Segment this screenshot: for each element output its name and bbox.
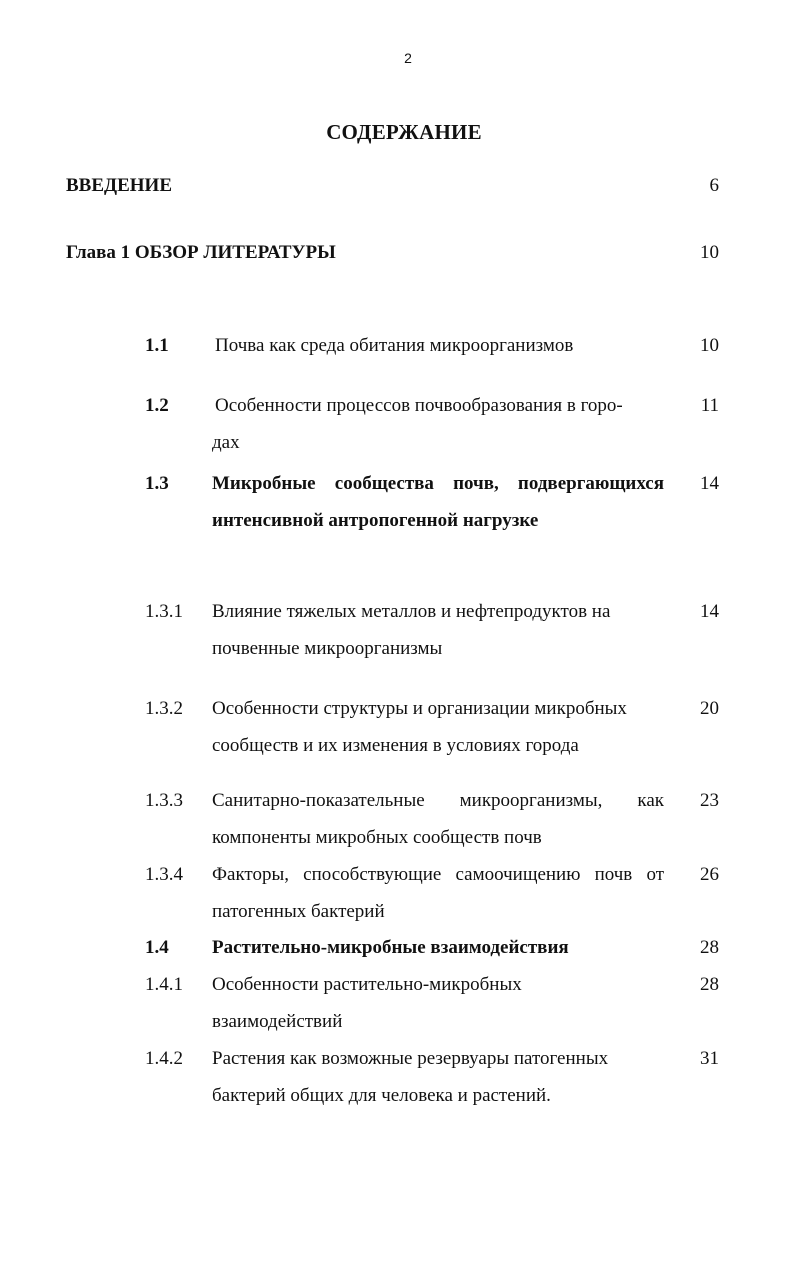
section-page: 31	[700, 1048, 719, 1069]
section-number: 1.3.2	[145, 698, 183, 719]
section-title: Растительно-микробные взаимодействия	[212, 937, 569, 958]
section-title: Санитарно-показательные микроорганизмы, как компоненты микробных сообществ почв	[212, 790, 664, 848]
section-page: 20	[700, 698, 719, 719]
section-number: 1.3	[145, 473, 169, 494]
toc-entry-label: Глава 1 ОБЗОР ЛИТЕРАТУРЫ	[66, 242, 336, 263]
page-title: СОДЕРЖАНИЕ	[326, 120, 482, 144]
section-title: Особенности растительно-микробных взаимодействий	[212, 974, 522, 1032]
section-page: 14	[700, 601, 719, 622]
section-number: 1.4.2	[145, 1048, 183, 1069]
section-title: Особенности структуры и организации микробных сообществ и их изменения в условиях города	[212, 698, 627, 756]
section-title: Влияние тяжелых металлов и нефтепродуктов на почвенные микроорганизмы	[212, 601, 611, 659]
page-number: 2	[404, 50, 412, 66]
toc-entry-label: ВВЕДЕНИЕ	[66, 175, 172, 196]
section-title: Особенности процессов почвообразования в горо-дах	[212, 395, 623, 453]
section-number: 1.4	[145, 937, 169, 958]
section-page: 11	[700, 395, 719, 416]
section-title: Почва как среда обитания микроорганизмов	[215, 335, 574, 356]
section-number: 1.1	[145, 335, 169, 356]
toc-entry-page: 10	[700, 242, 719, 263]
section-page: 23	[700, 790, 719, 811]
section-page: 26	[700, 864, 719, 885]
section-number: 1.2	[145, 395, 169, 416]
section-title: Факторы, способствующие самоочищению почв от патогенных бактерий	[212, 864, 664, 922]
section-page: 28	[700, 937, 719, 958]
section-page: 10	[700, 335, 719, 356]
section-page: 14	[700, 473, 719, 494]
section-title: Растения как возможные резервуары патогенных бактерий общих для человека и растений.	[212, 1048, 609, 1106]
section-number: 1.3.1	[145, 601, 183, 622]
section-page: 28	[700, 974, 719, 995]
section-title: Микробные сообщества почв, подвергающихся интенсивной антропогенной нагрузке	[212, 473, 664, 531]
section-number: 1.4.1	[145, 974, 183, 995]
section-number: 1.3.3	[145, 790, 183, 811]
toc-entry-page: 6	[709, 175, 719, 196]
section-number: 1.3.4	[145, 864, 183, 885]
